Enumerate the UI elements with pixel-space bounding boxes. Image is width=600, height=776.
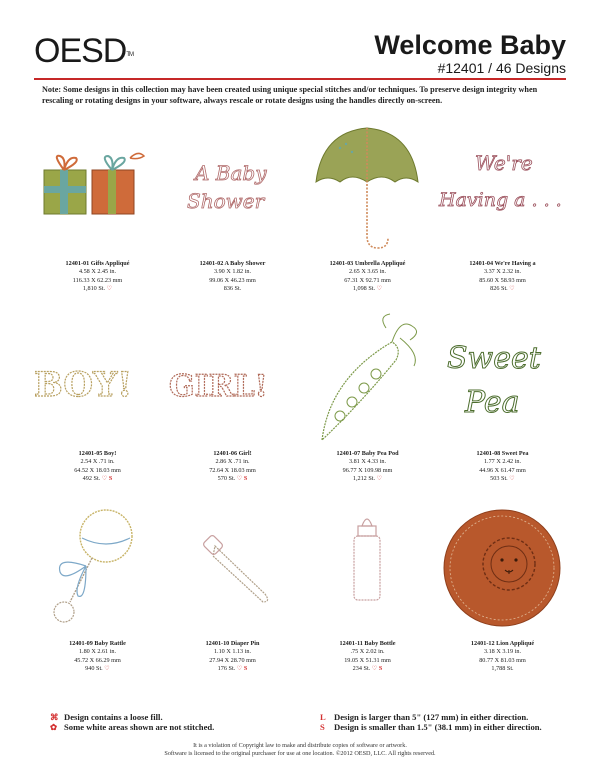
design-stitches: 826 St. bbox=[490, 284, 508, 292]
umbrella-applique-image bbox=[300, 118, 435, 258]
color-chart-icon: ♡ bbox=[509, 284, 515, 292]
design-size-mm: 19.05 X 51.31 mm bbox=[344, 656, 391, 664]
design-stitches: 570 St. bbox=[217, 474, 236, 482]
design-size-in: 3.37 X 2.32 in. bbox=[483, 268, 522, 276]
small-design-mark: S bbox=[243, 664, 248, 672]
lion-applique-image bbox=[435, 498, 570, 638]
baby-shower-image bbox=[165, 118, 300, 258]
design-name: 12401-05 Boy! bbox=[78, 450, 117, 457]
pea-pod-image bbox=[300, 308, 435, 448]
header-divider bbox=[34, 78, 566, 80]
design-name: 12401-09 Baby Rattle bbox=[69, 640, 126, 647]
legend-large: Design is larger than 5" (127 mm) in either direction. bbox=[334, 712, 529, 722]
color-chart-icon: ♡ bbox=[104, 664, 110, 672]
copyright-line-1: It is a violation of Copyright law to make and distribute copies of software or artwork. bbox=[193, 742, 407, 749]
legend bbox=[50, 712, 570, 732]
small-design-mark: S bbox=[108, 474, 113, 482]
copyright bbox=[0, 742, 600, 758]
design-size-in: 2.54 X .71 in. bbox=[80, 458, 115, 466]
pea-text: Pea bbox=[465, 385, 520, 420]
design-stitches: 492 St. bbox=[82, 474, 101, 482]
boy-text: BOY! bbox=[34, 365, 133, 405]
design-card-gifts[interactable] bbox=[30, 118, 165, 314]
design-name: 12401-01 Gifts Appliqué bbox=[65, 260, 130, 267]
loose-fill-icon: ⌘ bbox=[50, 712, 59, 722]
having-a-image bbox=[435, 118, 570, 258]
design-size-in: 4.58 X 2.45 in. bbox=[78, 268, 117, 276]
page-title: Welcome Baby bbox=[374, 30, 566, 60]
baby-rattle-image bbox=[30, 498, 165, 638]
color-chart-icon: ♡ bbox=[101, 474, 108, 482]
design-name: 12401-04 We're Having a bbox=[469, 260, 536, 267]
design-size-in: .75 X 2.02 in. bbox=[350, 648, 385, 656]
baby-bottle-image bbox=[300, 498, 435, 638]
collection-number: #12401 / 46 Designs bbox=[437, 60, 566, 76]
design-size-in: 3.90 X 1.82 in. bbox=[213, 268, 252, 276]
design-card-girl[interactable] bbox=[165, 308, 300, 504]
diaper-pin-image bbox=[165, 498, 300, 638]
page-header bbox=[0, 0, 600, 82]
small-design-mark: S bbox=[243, 474, 248, 482]
color-chart-icon: ♡ bbox=[371, 664, 378, 672]
design-size-mm: 44.96 X 61.47 mm bbox=[479, 466, 526, 474]
design-size-mm: 96.77 X 109.98 mm bbox=[342, 466, 393, 474]
oesd-logo: OESD™ bbox=[34, 32, 134, 70]
design-stitches: 176 St. bbox=[217, 664, 236, 672]
color-chart-icon: ♡ bbox=[236, 474, 243, 482]
design-card-pea-pod[interactable] bbox=[300, 308, 435, 504]
design-name: 12401-11 Baby Bottle bbox=[339, 640, 396, 647]
sweet-pea-image bbox=[435, 308, 570, 448]
design-size-in: 1.80 X 2.61 in. bbox=[78, 648, 117, 656]
design-name: 12401-12 Lion Appliqué bbox=[470, 640, 535, 647]
design-size-mm: 67.31 X 92.71 mm bbox=[344, 276, 391, 284]
design-card-bottle[interactable] bbox=[300, 498, 435, 694]
design-stitches: 234 St. bbox=[352, 664, 371, 672]
color-chart-icon: ♡ bbox=[106, 284, 113, 292]
design-size-mm: 45.72 X 66.29 mm bbox=[74, 656, 121, 664]
design-size-in: 1.10 X 1.13 in. bbox=[213, 648, 252, 656]
baby-shower-text-2: Shower bbox=[187, 189, 265, 213]
color-chart-icon: ♡ bbox=[376, 284, 383, 292]
design-size-in: 2.65 X 3.65 in. bbox=[348, 268, 387, 276]
design-card-umbrella[interactable] bbox=[300, 118, 435, 314]
note-text: Note: Some designs in this collection may have been created using unique special stitches and/or techniques. To preserve design integrity when rescaling or rotating designs in your software, always rescale or rotate designs using the handles directly on-screen. bbox=[42, 85, 538, 105]
design-stitches: 1,098 St. bbox=[352, 284, 376, 292]
color-chart-icon: ♡ bbox=[509, 474, 515, 482]
large-design-icon: L bbox=[320, 712, 326, 722]
white-areas-icon: ✿ bbox=[50, 722, 58, 732]
design-card-boy[interactable] bbox=[30, 308, 165, 504]
sweet-text: Sweet bbox=[447, 341, 541, 376]
design-stitches: 836 St. bbox=[223, 284, 242, 292]
design-name: 12401-10 Diaper Pin bbox=[205, 640, 260, 647]
small-design-mark: S bbox=[378, 664, 383, 672]
boy-image bbox=[30, 308, 165, 448]
design-stitches: 503 St. bbox=[490, 474, 508, 482]
design-name: 12401-08 Sweet Pea bbox=[476, 450, 529, 457]
girl-image bbox=[165, 308, 300, 448]
design-stitches: 940 St. bbox=[85, 664, 103, 672]
copyright-line-2: Software is licensed to the original purchaser for use at one location. ©2012 OESD, LLC. All rights reserved. bbox=[164, 750, 436, 757]
baby-shower-text-1: A Baby bbox=[195, 161, 267, 185]
design-size-mm: 85.60 X 58.93 mm bbox=[479, 276, 526, 284]
design-name: 12401-03 Umbrella Appliqué bbox=[329, 260, 406, 267]
design-name: 12401-02 A Baby Shower bbox=[199, 260, 266, 267]
design-size-mm: 27.94 X 28.70 mm bbox=[209, 656, 256, 664]
legend-white: Some white areas shown are not stitched. bbox=[64, 722, 215, 732]
design-size-in: 2.86 X .71 in. bbox=[215, 458, 250, 466]
design-stitches: 1,810 St. bbox=[82, 284, 106, 292]
legend-loose-fill: Design contains a loose fill. bbox=[64, 712, 163, 722]
design-size-mm: 80.77 X 81.03 mm bbox=[479, 656, 526, 664]
design-card-baby-shower[interactable] bbox=[165, 118, 300, 314]
legend-small: Design is smaller than 1.5" (38.1 mm) in either direction. bbox=[334, 722, 542, 732]
design-card-rattle[interactable] bbox=[30, 498, 165, 694]
design-stitches: 1,788 St. bbox=[491, 664, 514, 672]
having-text-2: Having a . . . bbox=[439, 189, 562, 211]
design-size-mm: 99.06 X 46.23 mm bbox=[209, 276, 256, 284]
gifts-applique-image bbox=[30, 118, 165, 258]
design-card-sweet-pea[interactable] bbox=[435, 308, 570, 504]
girl-text: GIRL! bbox=[169, 369, 268, 404]
small-design-icon: S bbox=[320, 722, 325, 732]
design-size-in: 3.81 X 4.33 in. bbox=[348, 458, 387, 466]
having-text-1: We're bbox=[475, 151, 533, 175]
design-size-mm: 72.64 X 18.03 mm bbox=[209, 466, 256, 474]
design-name: 12401-07 Baby Pea Pod bbox=[336, 450, 399, 457]
design-stitches: 1,212 St. bbox=[352, 474, 376, 482]
design-card-having[interactable] bbox=[435, 118, 570, 314]
color-chart-icon: ♡ bbox=[376, 474, 383, 482]
design-size-mm: 64.52 X 18.03 mm bbox=[74, 466, 121, 474]
design-name: 12401-06 Girl! bbox=[213, 450, 252, 457]
design-card-diaper-pin[interactable] bbox=[165, 498, 300, 694]
design-card-lion[interactable] bbox=[435, 498, 570, 694]
design-size-mm: 116.33 X 62.23 mm bbox=[72, 276, 123, 284]
color-chart-icon: ♡ bbox=[236, 664, 243, 672]
design-size-in: 1.77 X 2.42 in. bbox=[483, 458, 522, 466]
design-size-in: 3.18 X 3.19 in. bbox=[483, 648, 522, 656]
